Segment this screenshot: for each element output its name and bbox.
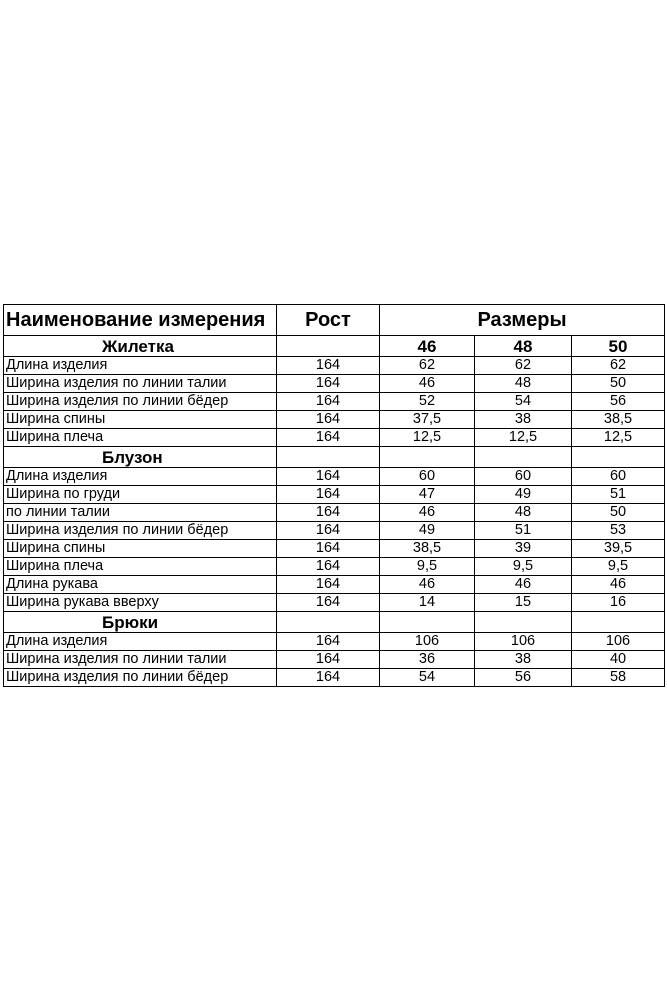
size-value: 106 [475, 633, 572, 651]
rost-value: 164 [277, 375, 380, 393]
header-name: Наименование измерения [4, 305, 277, 336]
size-value: 47 [380, 486, 475, 504]
rost-value: 164 [277, 669, 380, 687]
measure-name: Ширина изделия по линии бёдер [4, 669, 277, 687]
size-value: 9,5 [475, 558, 572, 576]
rost-value: 164 [277, 558, 380, 576]
rost-value: 164 [277, 486, 380, 504]
rost-value: 164 [277, 504, 380, 522]
size-value: 106 [380, 633, 475, 651]
section-rost-cell [277, 612, 380, 633]
size-value: 52 [380, 393, 475, 411]
table-row [4, 468, 665, 486]
header-sizes: Размеры [380, 305, 665, 336]
table-row [4, 633, 665, 651]
size-value: 38 [475, 411, 572, 429]
rost-value: 164 [277, 594, 380, 612]
size-value: 56 [572, 393, 665, 411]
size-value: 9,5 [572, 558, 665, 576]
size-value: 60 [475, 468, 572, 486]
measure-name: Ширина плеча [4, 429, 277, 447]
section-row [4, 612, 665, 633]
size-value: 46 [380, 576, 475, 594]
size-header-cell [380, 612, 475, 633]
size-value: 51 [572, 486, 665, 504]
measure-name: Ширина спины [4, 411, 277, 429]
size-value: 16 [572, 594, 665, 612]
size-value: 54 [475, 393, 572, 411]
rost-value: 164 [277, 357, 380, 375]
size-value: 49 [475, 486, 572, 504]
size-value: 54 [380, 669, 475, 687]
measure-name: Ширина рукава вверху [4, 594, 277, 612]
size-header-cell [475, 612, 572, 633]
size-header-cell: 46 [380, 336, 475, 357]
measure-name: Длина рукава [4, 576, 277, 594]
section-title: Брюки [4, 612, 277, 633]
table-row [4, 669, 665, 687]
size-header-cell [572, 612, 665, 633]
size-value: 60 [572, 468, 665, 486]
measure-name: Длина изделия [4, 468, 277, 486]
measure-name: Длина изделия [4, 357, 277, 375]
size-header-cell: 50 [572, 336, 665, 357]
table-row [4, 375, 665, 393]
size-value: 14 [380, 594, 475, 612]
section-rost-cell [277, 447, 380, 468]
size-value: 46 [572, 576, 665, 594]
size-value: 12,5 [380, 429, 475, 447]
size-value: 38,5 [380, 540, 475, 558]
size-value: 46 [475, 576, 572, 594]
rost-value: 164 [277, 429, 380, 447]
size-chart-table [3, 304, 665, 687]
table-row [4, 558, 665, 576]
size-value: 12,5 [572, 429, 665, 447]
size-value: 50 [572, 504, 665, 522]
table-row [4, 393, 665, 411]
size-value: 12,5 [475, 429, 572, 447]
size-header-cell [572, 447, 665, 468]
size-value: 53 [572, 522, 665, 540]
measure-name: Ширина по груди [4, 486, 277, 504]
section-row [4, 336, 665, 357]
table-row [4, 594, 665, 612]
size-value: 62 [572, 357, 665, 375]
size-value: 9,5 [380, 558, 475, 576]
rost-value: 164 [277, 576, 380, 594]
header-row [4, 305, 665, 336]
size-value: 49 [380, 522, 475, 540]
size-value: 62 [475, 357, 572, 375]
header-rost: Рост [277, 305, 380, 336]
rost-value: 164 [277, 540, 380, 558]
size-value: 62 [380, 357, 475, 375]
measure-name: Ширина плеча [4, 558, 277, 576]
measure-name: Ширина изделия по линии бёдер [4, 522, 277, 540]
size-value: 40 [572, 651, 665, 669]
size-value: 39 [475, 540, 572, 558]
section-title: Жилетка [4, 336, 277, 357]
table-row [4, 357, 665, 375]
size-header-cell [380, 447, 475, 468]
size-value: 48 [475, 375, 572, 393]
size-value: 50 [572, 375, 665, 393]
size-value: 38,5 [572, 411, 665, 429]
measure-name: по линии талии [4, 504, 277, 522]
section-title: Блузон [4, 447, 277, 468]
measure-name: Ширина спины [4, 540, 277, 558]
rost-value: 164 [277, 411, 380, 429]
section-row [4, 447, 665, 468]
size-value: 36 [380, 651, 475, 669]
table-row [4, 522, 665, 540]
measure-name: Длина изделия [4, 633, 277, 651]
table-row [4, 411, 665, 429]
section-rost-cell [277, 336, 380, 357]
size-value: 39,5 [572, 540, 665, 558]
measure-name: Ширина изделия по линии талии [4, 375, 277, 393]
size-header-cell [475, 447, 572, 468]
table-row [4, 504, 665, 522]
size-value: 51 [475, 522, 572, 540]
size-header-cell: 48 [475, 336, 572, 357]
table-row [4, 576, 665, 594]
measure-name: Ширина изделия по линии талии [4, 651, 277, 669]
size-value: 38 [475, 651, 572, 669]
size-value: 15 [475, 594, 572, 612]
size-value: 106 [572, 633, 665, 651]
table-row [4, 429, 665, 447]
rost-value: 164 [277, 522, 380, 540]
size-value: 48 [475, 504, 572, 522]
rost-value: 164 [277, 468, 380, 486]
rost-value: 164 [277, 393, 380, 411]
rost-value: 164 [277, 633, 380, 651]
size-value: 60 [380, 468, 475, 486]
measure-name: Ширина изделия по линии бёдер [4, 393, 277, 411]
table-row [4, 651, 665, 669]
rost-value: 164 [277, 651, 380, 669]
size-value: 46 [380, 504, 475, 522]
table-row [4, 486, 665, 504]
size-value: 58 [572, 669, 665, 687]
size-value: 46 [380, 375, 475, 393]
table-row [4, 540, 665, 558]
size-value: 37,5 [380, 411, 475, 429]
size-value: 56 [475, 669, 572, 687]
